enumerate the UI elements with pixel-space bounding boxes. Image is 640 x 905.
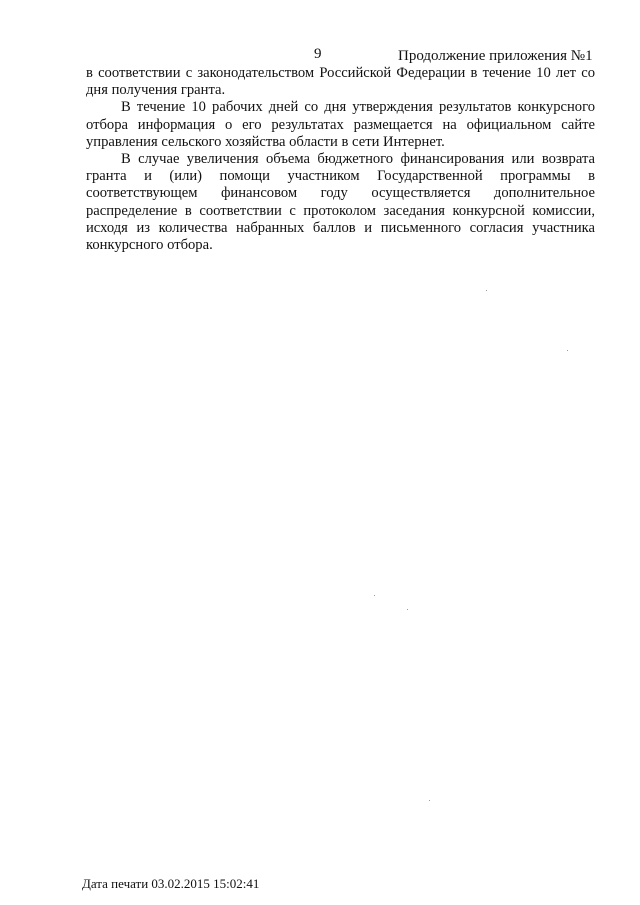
scan-speck [429,800,430,801]
paragraph-3: В случае увеличения объема бюджетного финансирования или возврата гранта и (или) помощи участником Государственной программы в соответствующем финансовом году осуществляется дополнительное распределение в соответствии с протоколом заседания конкурсной комиссии, исходя из количества набранных баллов и письменного согласия участника конкурсного отбора. [86,151,595,254]
paragraph-2: В течение 10 рабочих дней со дня утверждения результатов конкурсного отбора информация о его результатах размещается на официальном сайте управления сельского хозяйства области в сети Интернет. [86,99,595,150]
scan-speck [374,595,375,596]
scan-speck [567,350,568,351]
print-date: Дата печати 03.02.2015 15:02:41 [82,876,260,891]
document-body [86,65,595,254]
page-number: 9 [314,46,322,62]
scan-speck [486,290,487,291]
paragraph-1: в соответствии с законодательством Российской Федерации в течение 10 лет со дня получения гранта. [86,65,595,99]
scan-speck [407,609,408,610]
appendix-continuation-note: Продолжение приложения №1 [398,48,593,64]
